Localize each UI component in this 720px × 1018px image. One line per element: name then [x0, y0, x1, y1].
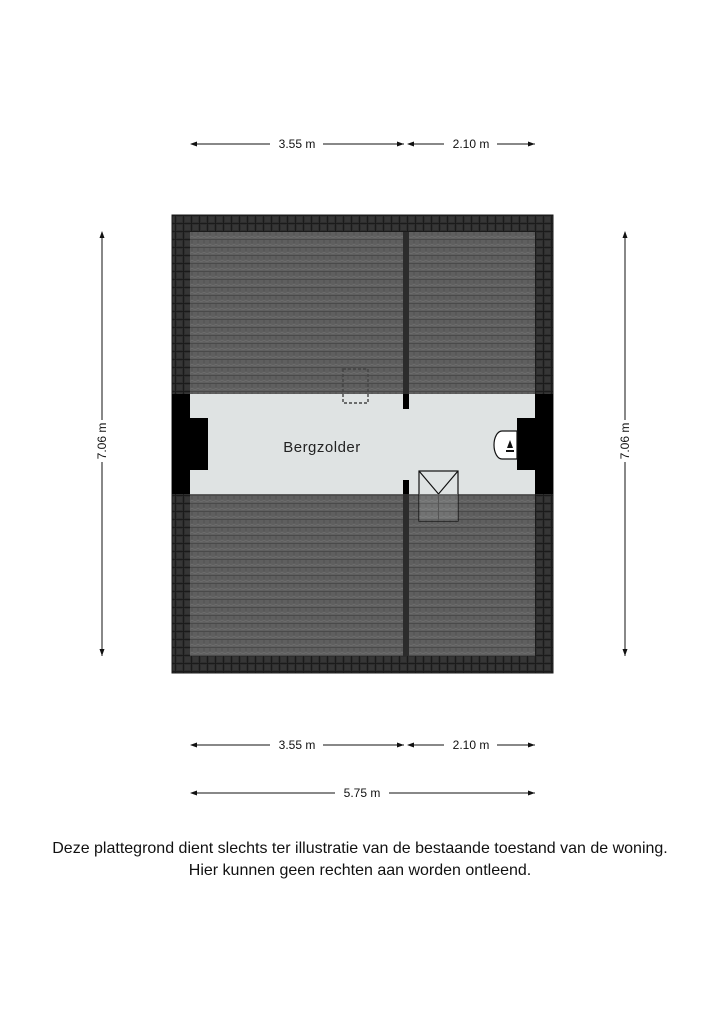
dimension-bottom-split [191, 738, 535, 752]
dimension-label-left: 7.06 m [95, 422, 109, 460]
dimension-top [191, 137, 535, 151]
attic-floor [190, 394, 535, 494]
dimension-label-top-right: 2.10 m [452, 137, 490, 151]
chimney-block-left [190, 418, 208, 470]
roof-divider-bottom [403, 494, 409, 656]
dimension-label-bottom-left: 3.55 m [278, 738, 316, 752]
wall-stub-bottom [403, 480, 409, 494]
dimension-right [618, 232, 632, 656]
roof-slope-bottom [190, 494, 535, 656]
wall-stub-top [403, 394, 409, 409]
roof-divider-top [403, 232, 409, 394]
disclaimer [0, 838, 720, 882]
chimney-block-right [517, 418, 535, 470]
roof-plan [172, 215, 553, 673]
chimney-icon [494, 431, 517, 459]
disclaimer-line-1: Deze plattegrond dient slechts ter illustratie van de bestaande toestand van de woning. [52, 840, 668, 857]
stairs-icon [419, 471, 458, 521]
disclaimer-line-2: Hier kunnen geen rechten aan worden ontleend. [188, 862, 532, 879]
roof-slope-top [190, 232, 535, 394]
dimension-label-bottom-total: 5.75 m [343, 786, 381, 800]
dimension-label-right: 7.06 m [618, 422, 632, 460]
wall-right [535, 394, 553, 494]
dimension-bottom-total [191, 786, 535, 800]
dimension-label-bottom-right: 2.10 m [452, 738, 490, 752]
wall-left [172, 394, 190, 494]
dimension-left [95, 232, 109, 656]
dimension-label-top-left: 3.55 m [278, 137, 316, 151]
room-label-bergzolder: Bergzolder [283, 439, 361, 456]
